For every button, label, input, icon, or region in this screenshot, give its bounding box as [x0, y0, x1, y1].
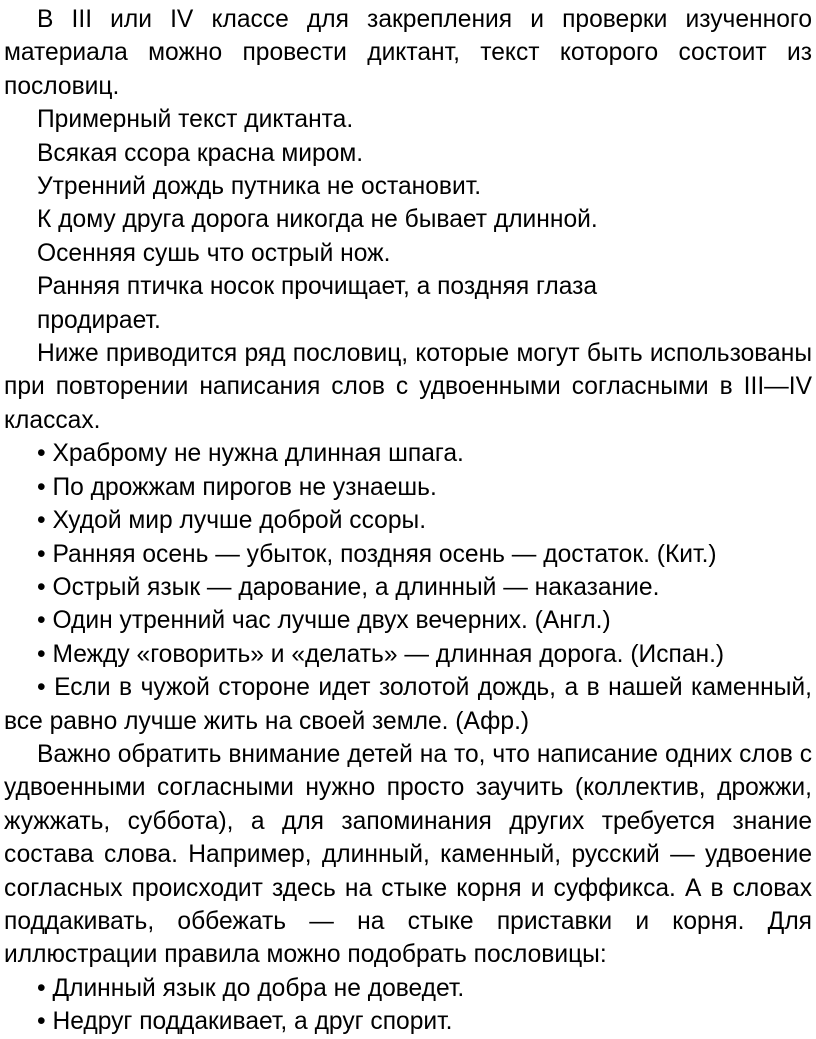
- dictation-line: Ранняя птичка носок прочищает, а поздняя глаза продирает.: [37, 273, 598, 334]
- final-proverb-item: • Недруг поддакивает, а друг спорит.: [37, 1008, 453, 1036]
- proverb-item: • Между «говорить» и «делать» — длинная дорога. (Испан.): [37, 640, 725, 668]
- proverb-item: • Острый язык — дарование, а длинный — наказание.: [37, 573, 660, 601]
- proverb-item: • По дрожжам пирогов не узнаешь.: [37, 473, 437, 501]
- proverb-item: • Если в чужой стороне идет золотой дождь, а в нашей каменный, все равно лучше жить на своей земле. (Афр.): [4, 674, 812, 735]
- dictation-line: К дому друга дорога никогда не бывает длинной.: [37, 206, 598, 234]
- intro-paragraph: В III или IV классе для закрепления и проверки изученного материала можно провести диктант, текст которого состоит из пословиц.: [4, 6, 812, 100]
- proverb-item: • Ранняя осень — убыток, поздняя осень — достаток. (Кит.): [37, 540, 717, 568]
- dictation-line: Осенняя сушь что острый нож.: [37, 239, 391, 267]
- dictation-line: Всякая ссора красна миром.: [37, 139, 364, 167]
- dictation-heading: Примерный текст диктанта.: [37, 106, 354, 134]
- proverb-item: • Храброму не нужна длинная шпага.: [37, 440, 464, 468]
- proverb-item: • Один утренний час лучше двух вечерних. (Англ.): [37, 607, 611, 635]
- proverb-item: • Худой мир лучше доброй ссоры.: [37, 507, 427, 535]
- proverbs-intro-paragraph: Ниже приводится ряд пословиц, которые могут быть использованы при повторении написания слов с удвоенными согласными в III—IV классах.: [4, 340, 812, 434]
- attention-paragraph: Важно обратить внимание детей на то, что написание одних слов с удвоенными согласными нужно просто заучить (коллектив, дрожжи, жужжать, суббота), а для запоминания других требуется знание состава слова. Например, длинный, каменный, русский — удвоение согласных происходит здесь на стыке корня и суффикса. А в словах поддакивать, оббежать — на стыке приставки и корня. Для иллюстрации правила можно подобрать пословицы:: [4, 740, 812, 969]
- dictation-line: Утренний дождь путника не остановит.: [37, 173, 482, 201]
- final-proverb-item: • Длинный язык до добра не доведет.: [37, 974, 465, 1002]
